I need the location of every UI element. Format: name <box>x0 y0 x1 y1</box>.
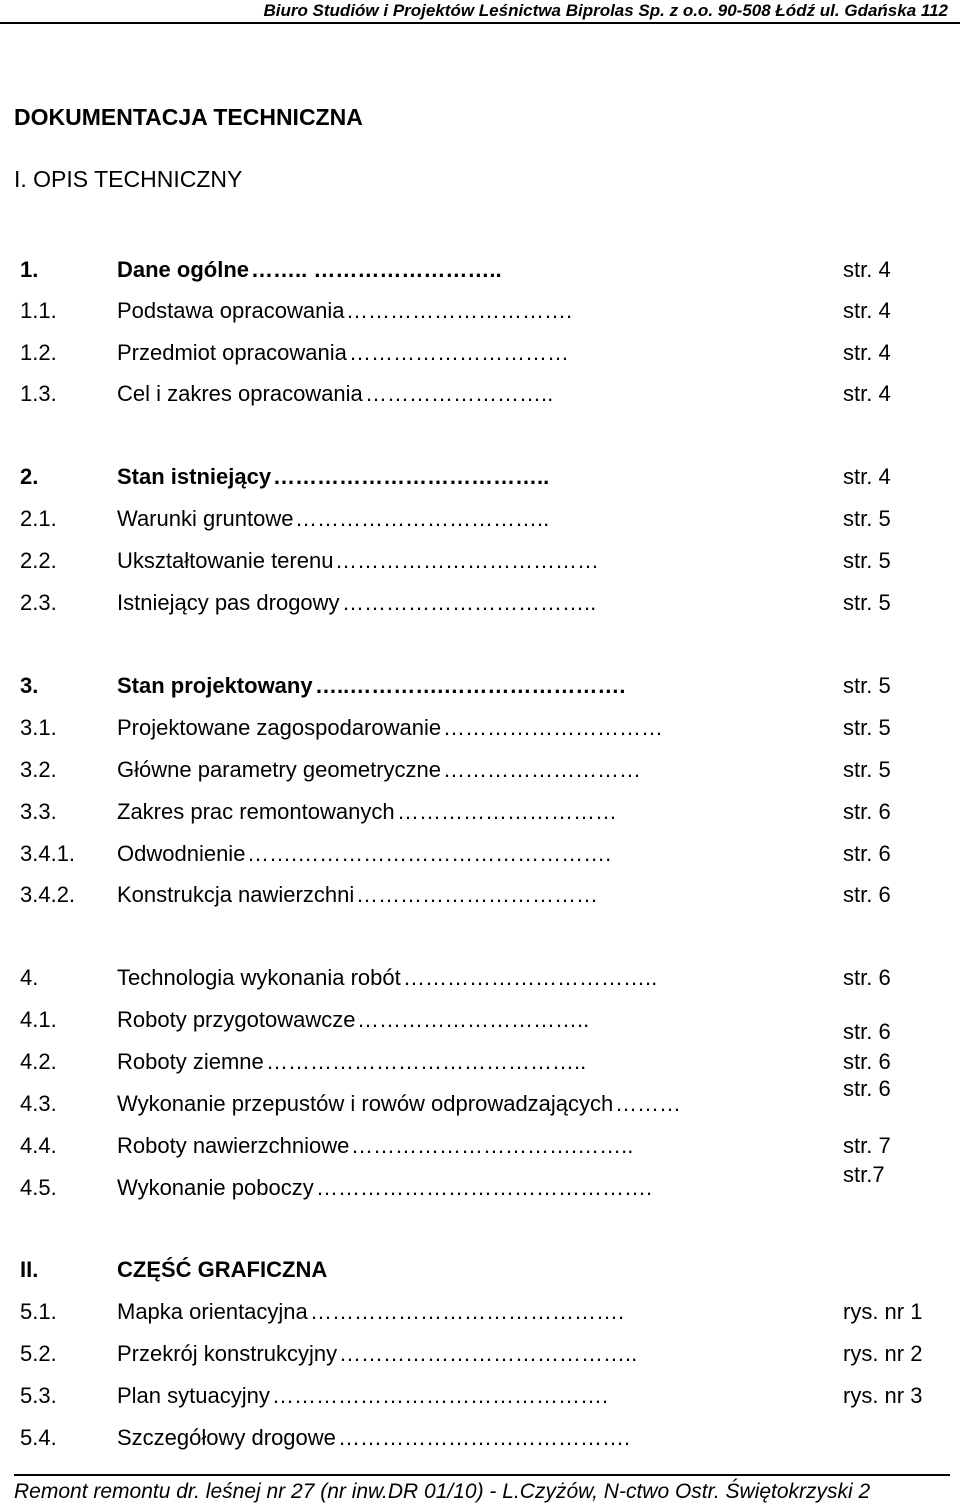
toc-entry <box>0 755 960 785</box>
toc-entry-title: Główne parametry geometryczne <box>117 757 442 782</box>
toc-entry-page: str. 5 <box>843 590 891 615</box>
toc-entry-leader: ………………………… <box>349 340 569 365</box>
toc-entry-number: 1. <box>20 257 39 282</box>
toc-entry-leader: ……………………… <box>443 757 641 782</box>
toc-entry-leader: …………………………….. <box>342 590 597 615</box>
toc-entry-number: 5.1. <box>20 1299 57 1324</box>
toc-entry <box>0 880 960 910</box>
toc-entry-title: CZĘŚĆ GRAFICZNA <box>117 1257 328 1282</box>
toc-entry <box>0 797 960 827</box>
toc-entry-page: str. 5 <box>843 757 891 782</box>
page-footer: Remont remontu dr. leśnej nr 27 (nr inw.DR 01/10) - L.Czyżów, N-ctwo Ostr. Świętokrzyski 2 <box>14 1474 950 1504</box>
toc-entry-number: 2.1. <box>20 506 57 531</box>
toc-entry <box>0 1076 960 1119</box>
toc-entry <box>0 296 960 326</box>
toc-entry-title: Roboty przygotowawcze <box>117 1007 356 1032</box>
toc-entry <box>0 1162 960 1203</box>
toc-entry-page: str. 4 <box>843 464 891 489</box>
toc-entry-number: 1.2. <box>20 340 57 365</box>
toc-entry <box>0 713 960 743</box>
toc-entry-number: 3. <box>20 673 39 698</box>
toc-entry-number: 4. <box>20 965 39 990</box>
toc-entry <box>0 338 960 368</box>
toc-entry-title: Istniejący pas drogowy <box>117 590 340 615</box>
toc-entry-page: str. 6 <box>843 1076 891 1101</box>
toc-entry <box>0 1255 960 1285</box>
toc-entry-title: Konstrukcja nawierzchni <box>117 882 355 907</box>
toc-entry-title: Mapka orientacyjna <box>117 1299 308 1324</box>
toc-entry-number: 1.1. <box>20 298 57 323</box>
page-header: Biuro Studiów i Projektów Leśnictwa Biprolas Sp. z o.o. 90-508 Łódź ul. Gdańska 112 <box>0 0 960 24</box>
toc-entry-leader: …….. …………………….. <box>251 257 502 282</box>
toc-entry-number: 4.3. <box>20 1091 57 1116</box>
toc-entry-leader: …………………………………….. <box>266 1049 587 1074</box>
toc-entry-number: 4.5. <box>20 1175 57 1200</box>
toc-entry <box>0 1005 960 1044</box>
toc-entry-title: Stan projektowany <box>117 673 313 698</box>
toc-entry-number: 2. <box>20 464 39 489</box>
toc-entry-leader: ………………………………………. <box>316 1175 653 1200</box>
toc-entry-number: 4.4. <box>20 1133 57 1158</box>
toc-entry-title: Projektowane zagospodarowanie <box>117 715 442 740</box>
toc-entry-page: str. 5 <box>843 548 891 573</box>
toc-entry-page: str. 6 <box>843 841 891 866</box>
toc-entry-page: rys. nr 1 <box>843 1299 923 1324</box>
toc-entry <box>0 963 960 993</box>
toc-entry-leader: ………………………….. <box>357 1007 590 1032</box>
toc-entry-title: Odwodnienie <box>117 841 246 866</box>
document-title: DOKUMENTACJA TECHNICZNA <box>14 104 363 130</box>
toc-entry-number: 2.2. <box>20 548 57 573</box>
toc-entry <box>0 255 960 285</box>
toc-entry <box>0 1339 960 1369</box>
toc-entry-leader: ……………………………………. <box>310 1299 625 1324</box>
toc-entry-page: str. 7 <box>843 1133 891 1158</box>
toc-entry-leader: …………………………………. <box>338 1425 631 1450</box>
toc-entry <box>0 462 960 492</box>
toc-entry-title: Podstawa opracowania <box>117 298 345 323</box>
toc-entry-page: rys. nr 2 <box>843 1341 923 1366</box>
toc-entry-number: 3.1. <box>20 715 57 740</box>
toc-entry <box>0 1423 960 1453</box>
toc-entry <box>0 1131 960 1161</box>
toc-entry-number: 3.4.2. <box>20 882 76 907</box>
toc-entry <box>0 671 960 701</box>
toc-entry-page: str.7 <box>843 1162 885 1187</box>
toc-entry-page: str. 4 <box>843 340 891 365</box>
toc-entry-number: 4.1. <box>20 1007 57 1032</box>
toc-entry-leader: …..………….……………………. <box>315 673 626 698</box>
toc-entry-number: 2.3. <box>20 590 57 615</box>
toc-entry <box>0 1047 960 1077</box>
section-heading: I. OPIS TECHNICZNY <box>14 166 243 192</box>
toc-entry-number: 1.3. <box>20 381 57 406</box>
toc-entry-page: str. 4 <box>843 381 891 406</box>
toc-entry-number: 3.2. <box>20 757 57 782</box>
toc-entry-title: Przedmiot opracowania <box>117 340 347 365</box>
toc-entry <box>0 546 960 576</box>
toc-entry-page: str. 5 <box>843 506 891 531</box>
toc-entry-title: Przekrój konstrukcyjny <box>117 1341 338 1366</box>
toc-entry-leader: ………………………………………. <box>272 1383 609 1408</box>
toc-entry-title: Warunki gruntowe <box>117 506 294 531</box>
toc-entry-number: 4.2. <box>20 1049 57 1074</box>
toc-entry-title: Roboty ziemne <box>117 1049 264 1074</box>
toc-entry-title: Szczegółowy drogowe <box>117 1425 336 1450</box>
toc-entry-leader: …………………………… <box>356 882 598 907</box>
toc-entry-page: str. 6 <box>843 1019 891 1044</box>
toc-entry-number: 5.3. <box>20 1383 57 1408</box>
toc-entry-title: Dane ogólne <box>117 257 250 282</box>
toc-entry <box>0 1381 960 1411</box>
toc-entry-number: 5.4. <box>20 1425 57 1450</box>
toc-entry-page: str. 6 <box>843 882 891 907</box>
toc-entry-leader: ………………………… <box>397 799 617 824</box>
toc-entry-number: 3.3. <box>20 799 57 824</box>
toc-entry-number: 5.2. <box>20 1341 57 1366</box>
toc-entry-page: str. 4 <box>843 298 891 323</box>
toc-entry-leader: ……………………………… <box>335 548 599 573</box>
toc-entry-number: 3.4.1. <box>20 841 76 866</box>
toc-entry-page: str. 6 <box>843 1049 891 1074</box>
toc-entry-title: Roboty nawierzchniowe <box>117 1133 350 1158</box>
toc-entry-page: str. 5 <box>843 673 891 698</box>
toc-entry-leader: ………………………….…….. <box>351 1133 634 1158</box>
toc-entry-title: Technologia wykonania robót <box>117 965 401 990</box>
toc-entry-title: Plan sytuacyjny <box>117 1383 270 1408</box>
toc-entry-number: II. <box>20 1257 39 1282</box>
toc-entry-title: Zakres prac remontowanych <box>117 799 395 824</box>
toc-entry-title: Ukształtowanie terenu <box>117 548 334 573</box>
toc-entry-title: Stan istniejący <box>117 464 272 489</box>
toc-entry-title: Wykonanie poboczy <box>117 1175 314 1200</box>
toc-entry <box>0 588 960 618</box>
toc-entry-page: rys. nr 3 <box>843 1383 923 1408</box>
toc-entry-leader: …………………………. <box>346 298 573 323</box>
toc-entry-leader: ……………………………….. <box>273 464 550 489</box>
toc-entry-leader: …….……………………………………. <box>247 841 612 866</box>
toc-entry-leader: ……… <box>615 1091 681 1116</box>
toc-entry-page: str. 5 <box>843 715 891 740</box>
toc-entry-leader: …………………………….. <box>295 506 550 531</box>
toc-entry-leader: …………………………….. <box>403 965 658 990</box>
toc-entry-title: Cel i zakres opracowania <box>117 381 363 406</box>
toc-entry-leader: ………………………… <box>443 715 663 740</box>
toc-entry <box>0 1297 960 1327</box>
toc-entry-page: str. 6 <box>843 965 891 990</box>
toc-entry <box>0 504 960 534</box>
toc-entry-page: str. 4 <box>843 257 891 282</box>
toc-entry <box>0 839 960 869</box>
toc-entry-leader: ………………………………….. <box>339 1341 638 1366</box>
toc-entry-title: Wykonanie przepustów i rowów odprowadzających <box>117 1091 614 1116</box>
toc-entry <box>0 379 960 409</box>
toc-entry-page: str. 6 <box>843 799 891 824</box>
toc-entry-leader: …………………….. <box>365 381 554 406</box>
